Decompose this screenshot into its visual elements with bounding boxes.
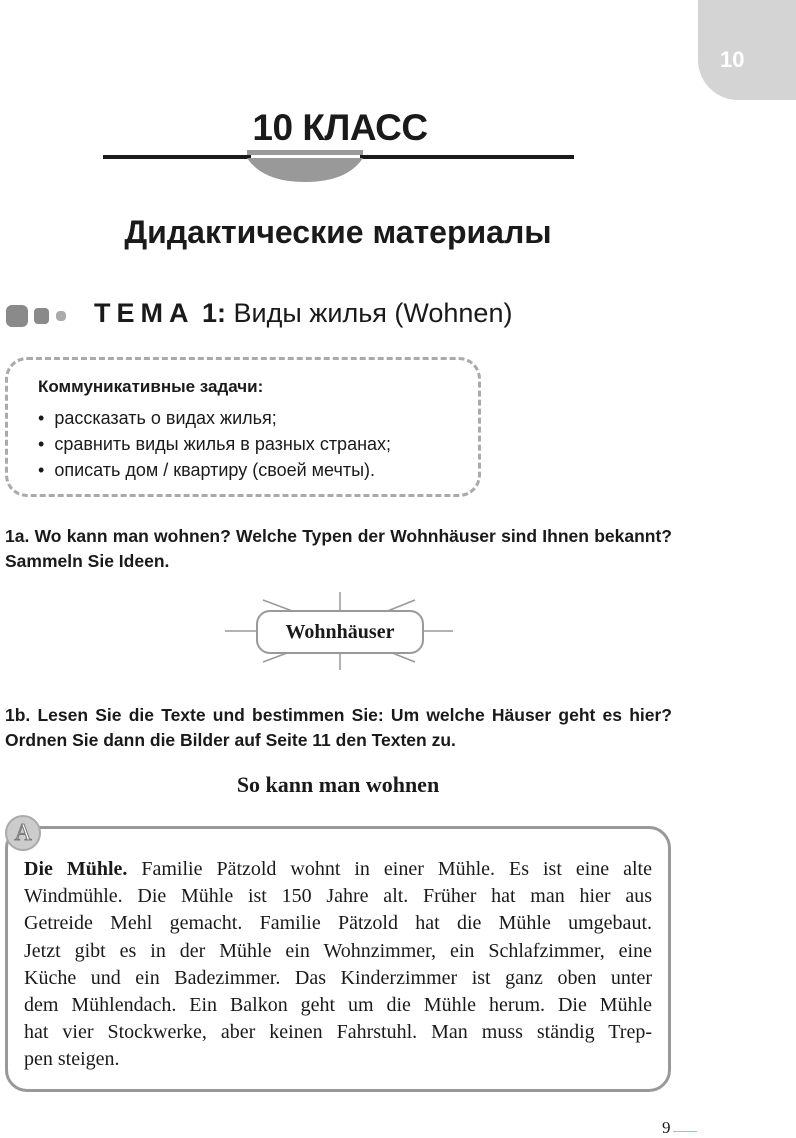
topic-label: ТЕМА (94, 298, 195, 328)
heading-bowl-ornament (247, 150, 363, 184)
text-line: hat vier Stockwerke, aber keinen Fahrstuhl. Man muss ständig Trep- (24, 1021, 652, 1044)
text-label-badge: A (5, 815, 41, 851)
text-line: Windmühle. Die Mühle ist 150 Jahre alt. Früher hat man hier aus (24, 885, 652, 908)
text-line: Familie Pätzold wohnt in einer Mühle. Es ist eine alte (127, 858, 652, 880)
page-number: 9 (662, 1118, 671, 1137)
text-line: pen steigen. (24, 1048, 120, 1071)
task-item: • описать дом / квартиру (своей мечты). (38, 457, 391, 483)
communicative-tasks-box (5, 357, 481, 497)
heading-rule-left (103, 155, 251, 159)
topic-number: 1: (202, 298, 227, 328)
reading-lead: Die Mühle. (24, 858, 128, 880)
page-title: Дидактические материалы (124, 214, 552, 250)
text-line: Getreide Mehl gemacht. Familie Pätzold hat die Mühle umgebaut. (24, 912, 652, 935)
grade-heading: 10 КЛАСС (252, 107, 428, 148)
chapter-tab (698, 0, 796, 100)
mindmap-center: Wohnhäuser (256, 610, 424, 654)
text-line: Jetzt gibt es in der Mühle ein Wohnzimmer, ein Schlafzimmer, eine (24, 939, 652, 962)
reading-title: So kann man wohnen (236, 772, 440, 797)
chapter-tab-number: 10 (720, 47, 745, 72)
exercise-1b: 1b. Lesen Sie die Texte und bestimmen Sie: Um welche Häuser geht es hier? Ordnen Sie dann die Bilder auf Seite 11 den Texten zu. (5, 705, 672, 750)
page-number-rule (673, 1131, 697, 1132)
task-item: • сравнить виды жилья в разных странах; (38, 431, 391, 457)
exercise-1a: 1a. Wo kann man wohnen? Welche Typen der Wohnhäuser sind Ihnen bekannt? Sammeln Sie Ideen. (5, 526, 672, 571)
heading-rule-right (360, 155, 574, 159)
topic-heading (94, 298, 512, 329)
topic-name: Виды жилья (Wohnen) (233, 298, 513, 328)
tasks-heading: Коммуникативные задачи: (38, 377, 264, 396)
text-line: Küche und ein Badezimmer. Das Kinderzimmer ist ganz oben unter (24, 966, 652, 989)
reading-paragraph (24, 856, 652, 1074)
text-line: dem Mühlendach. Ein Balkon geht um die Mühle herum. Die Mühle (24, 994, 652, 1017)
task-item: • рассказать о видах жилья; (38, 405, 391, 431)
